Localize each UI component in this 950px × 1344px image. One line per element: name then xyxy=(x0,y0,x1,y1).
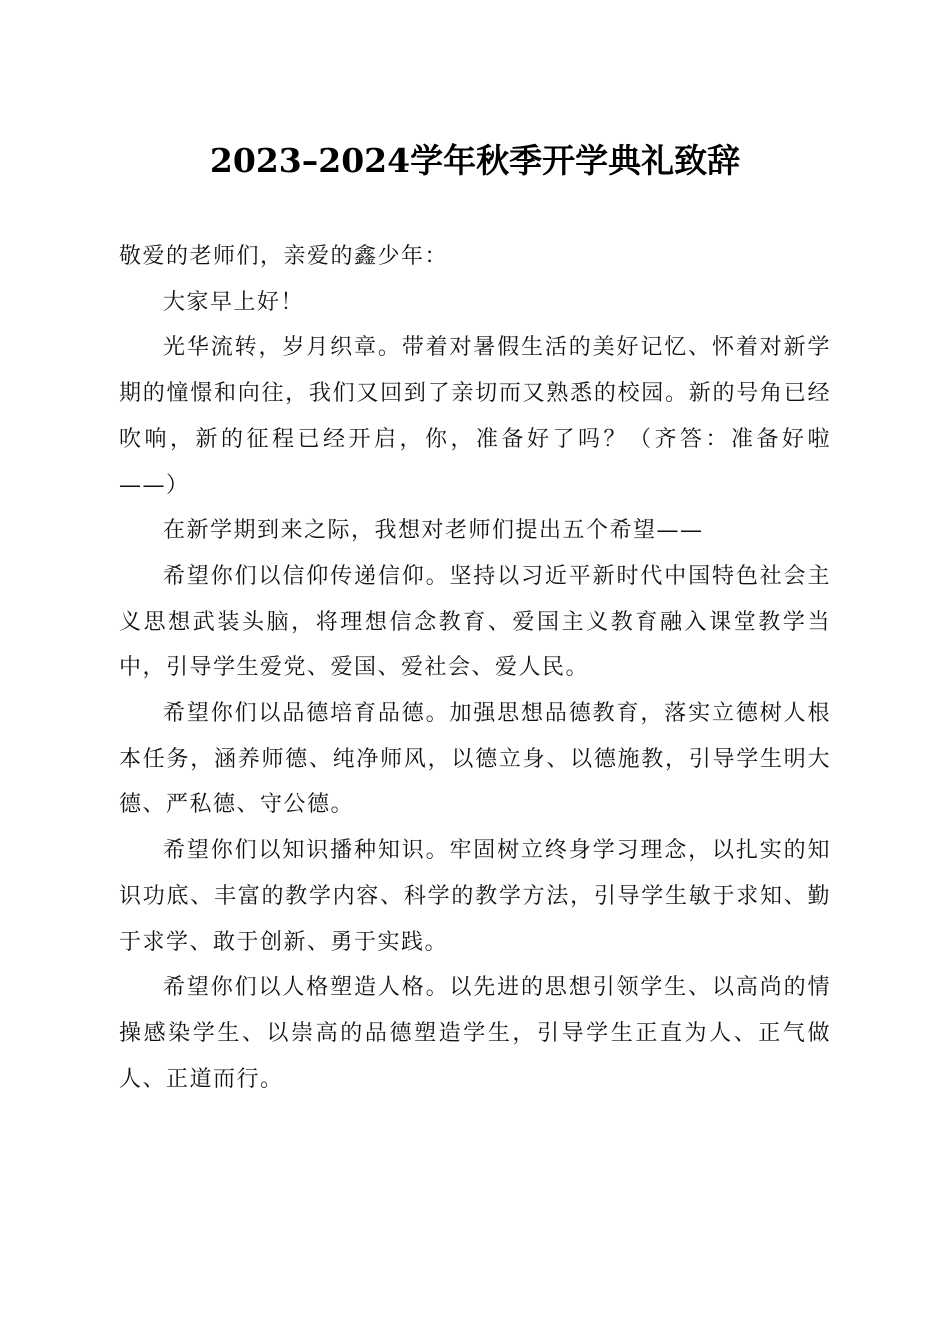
salutation: 敬爱的老师们，亲爱的鑫少年： xyxy=(119,244,449,269)
greeting: 大家早上好！ xyxy=(163,289,305,315)
document-title: 2023–2024学年秋季开学典礼致辞 xyxy=(209,141,741,180)
opening-paragraph: 光华流转，岁月织章。带着对暑假生活的美好记忆、怀着对新学期的憧憬和向往，我们又回到了亲切而又熟悉的校园。新的号角已经吹响，新的征程已经开启，你，准备好了吗？（齐答：准备好啦——） xyxy=(119,335,831,498)
hope-personality: 希望你们以人格塑造人格。以先进的思想引领学生、以高尚的情操感染学生、以崇高的品德塑造学生，引导学生正直为人、正气做人、正道而行。 xyxy=(119,975,831,1092)
hope-knowledge: 希望你们以知识播种知识。牢固树立终身学习理念，以扎实的知识功底、丰富的教学内容、科学的教学方法，引导学生敏于求知、勤于求学、敢于创新、勇于实践。 xyxy=(119,838,831,955)
document-body xyxy=(119,234,831,1102)
hopes-intro: 在新学期到来之际，我想对老师们提出五个希望—— xyxy=(163,518,704,544)
hope-morality: 希望你们以品德培育品德。加强思想品德教育，落实立德树人根本任务，涵养师德、纯净师风，以德立身、以德施教，引导学生明大德、严私德、守公德。 xyxy=(119,701,831,818)
hope-belief: 希望你们以信仰传递信仰。坚持以习近平新时代中国特色社会主义思想武装头脑，将理想信念教育、爱国主义教育融入课堂教学当中，引导学生爱党、爱国、爱社会、爱人民。 xyxy=(119,563,831,681)
